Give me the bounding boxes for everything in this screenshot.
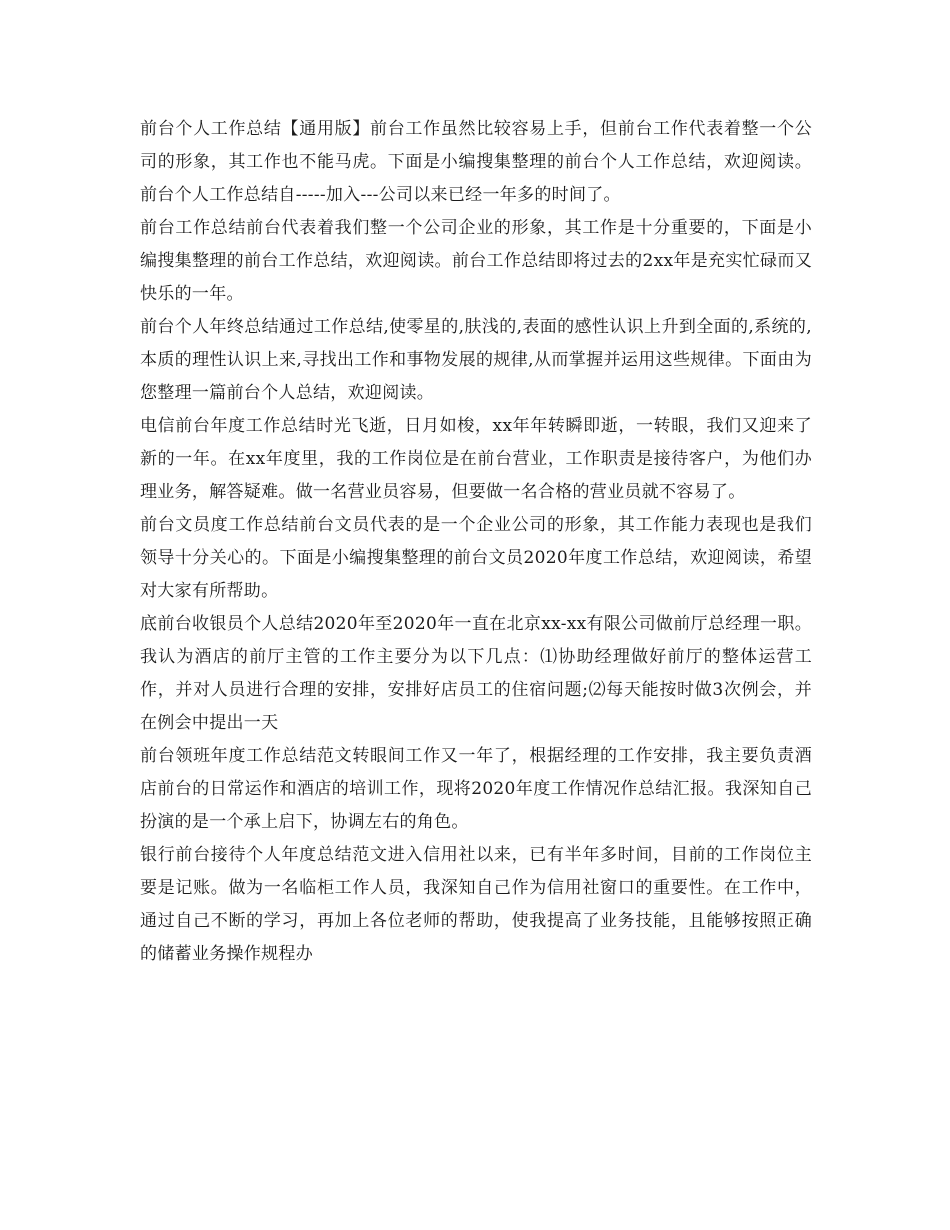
paragraph: 前台个人工作总结【通用版】前台工作虽然比较容易上手，但前台工作代表着整一个公司的形象，其工作也不能马虎。下面是小编搜集整理的前台个人工作总结，欢迎阅读。前台个人工作总结自-----加入---公司以来已经一年多的时间了。	[140, 119, 812, 205]
paragraph: 底前台收银员个人总结2020年至2020年一直在北京xx-xx有限公司做前厅总经理一职。我认为酒店的前厅主管的工作主要分为以下几点：⑴协助经理做好前厅的整体运营工作，并对人员进行合理的安排，安排好店员工的住宿问题;⑵每天能按时做3次例会，并在例会中提出一天	[140, 614, 812, 733]
paragraph: 前台个人年终总结通过工作总结,使零星的,肤浅的,表面的感性认识上升到全面的,系统的,本质的理性认识上来,寻找出工作和事物发展的规律,从而掌握并运用这些规律。下面由为您整理一篇前台个人总结，欢迎阅读。	[140, 317, 812, 403]
paragraph: 前台文员度工作总结前台文员代表的是一个企业公司的形象，其工作能力表现也是我们领导十分关心的。下面是小编搜集整理的前台文员2020年度工作总结，欢迎阅读，希望对大家有所帮助。	[140, 515, 812, 601]
paragraph: 银行前台接待个人年度总结范文进入信用社以来，已有半年多时间，目前的工作岗位主要是记账。做为一名临柜工作人员，我深知自己作为信用社窗口的重要性。在工作中，通过自己不断的学习，再加上各位老师的帮助，使我提高了业务技能，且能够按照正确的储蓄业务操作规程办	[140, 845, 812, 964]
paragraph: 电信前台年度工作总结时光飞逝，日月如梭，xx年年转瞬即逝，一转眼，我们又迎来了新的一年。在xx年度里，我的工作岗位是在前台营业，工作职责是接待客户，为他们办理业务，解答疑难。做一名营业员容易，但要做一名合格的营业员就不容易了。	[140, 416, 812, 502]
paragraph: 前台工作总结前台代表着我们整一个公司企业的形象，其工作是十分重要的，下面是小编搜集整理的前台工作总结，欢迎阅读。前台工作总结即将过去的2xx年是充实忙碌而又快乐的一年。	[140, 218, 812, 304]
paragraph: 前台领班年度工作总结范文转眼间工作又一年了，根据经理的工作安排，我主要负责酒店前台的日常运作和酒店的培训工作，现将2020年度工作情况作总结汇报。我深知自己扮演的是一个承上启下，协调左右的角色。	[140, 746, 812, 832]
document-body	[140, 113, 812, 971]
